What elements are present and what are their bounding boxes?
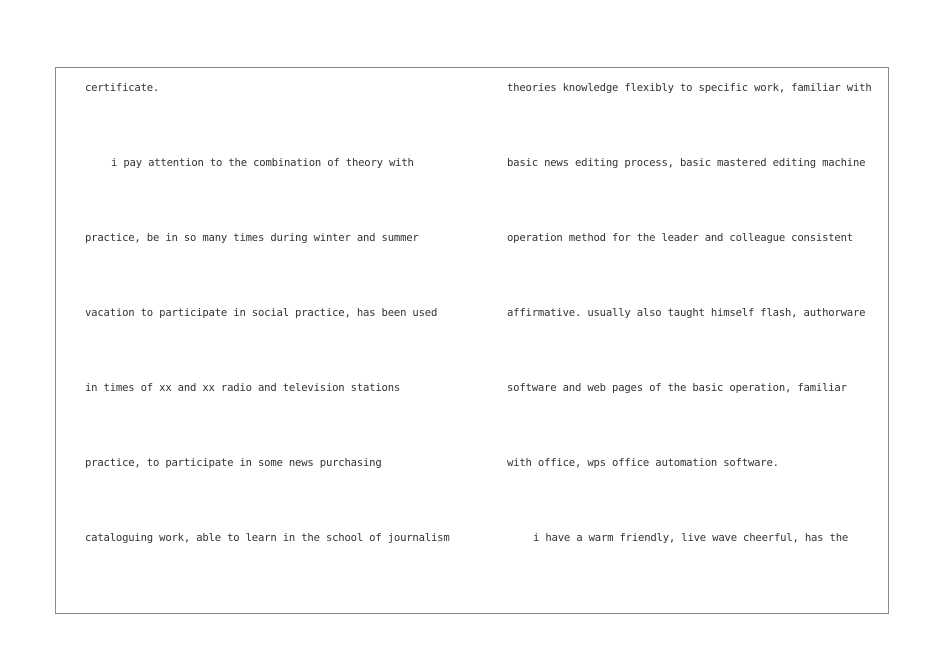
text-line: vacation to participate in social practice, has been used: [85, 307, 438, 319]
document-page: [55, 67, 889, 614]
text-line: i pay attention to the combination of theory with: [111, 157, 414, 169]
text-line: in times of xx and xx radio and television stations: [85, 382, 401, 394]
text-line: basic news editing process, basic mastered editing machine: [507, 157, 866, 169]
left-text-column: [85, 68, 495, 613]
text-line: operation method for the leader and colleague consistent: [507, 232, 853, 244]
text-line: certificate.: [85, 82, 160, 94]
right-text-column: [507, 68, 887, 613]
text-line: practice, be in so many times during winter and summer: [85, 232, 419, 244]
text-line: practice, to participate in some news purchasing: [85, 457, 382, 469]
text-line: software and web pages of the basic operation, familiar: [507, 382, 847, 394]
text-line: affirmative. usually also taught himself flash, authorware: [507, 307, 866, 319]
text-line: theories knowledge flexibly to specific work, familiar with: [507, 82, 872, 94]
text-line: cataloguing work, able to learn in the school of journalism: [85, 532, 450, 544]
text-line: with office, wps office automation software.: [507, 457, 779, 469]
text-line: i have a warm friendly, live wave cheerful, has the: [533, 532, 849, 544]
